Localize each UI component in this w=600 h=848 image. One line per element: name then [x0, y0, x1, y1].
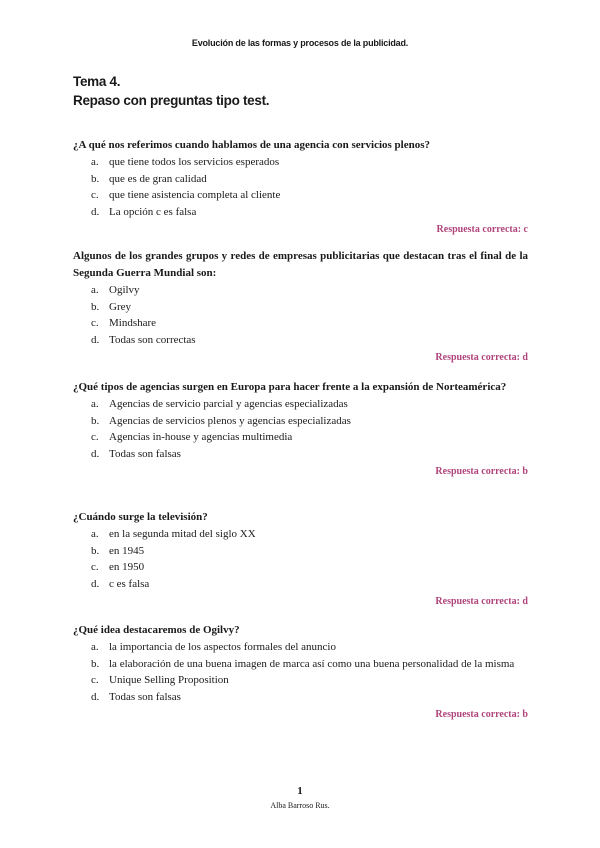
title-topic: Tema 4.: [73, 74, 121, 89]
question-text: ¿A qué nos referimos cuando hablamos de una agencia con servicios plenos?: [73, 139, 431, 151]
option-b: b. que es de gran calidad: [91, 172, 207, 185]
page-header: Evolución de las formas y procesos de la publicidad.: [191, 38, 409, 48]
options-list: [73, 639, 528, 705]
question-text: ¿Qué tipos de agencias surgen en Europa para hacer frente a la expansión de Norteamérica?: [73, 381, 507, 393]
option-c: c. Mindshare: [91, 317, 157, 329]
option-a: a. la importancia de los aspectos formales del anuncio: [91, 641, 336, 653]
question-5: [73, 622, 528, 722]
question-4: [73, 509, 528, 609]
options-list: [73, 396, 528, 462]
option-d: d. Todas son falsas: [91, 690, 181, 703]
correct-answer: Respuesta correcta: b: [435, 466, 528, 477]
option-c: c. en 1950: [91, 561, 145, 573]
correct-answer: Respuesta correcta: b: [435, 709, 528, 720]
page-title: [73, 72, 269, 110]
option-a: a. en la segunda mitad del siglo XX: [91, 528, 256, 540]
option-c: c. que tiene asistencia completa al cliente: [91, 189, 281, 201]
question-1: [73, 137, 528, 237]
question-text: ¿Qué idea destacaremos de Ogilvy?: [73, 624, 240, 636]
question-text: ¿Cuándo surge la televisión?: [73, 511, 208, 523]
option-a: a. que tiene todos los servicios esperados: [91, 156, 280, 168]
options-list: [73, 282, 528, 348]
option-d: d. c es falsa: [91, 577, 150, 590]
correct-answer: Respuesta correcta: d: [435, 596, 528, 607]
option-b: b. en 1945: [91, 544, 145, 557]
option-d: d. La opción c es falsa: [91, 205, 197, 218]
correct-answer: Respuesta correcta: c: [436, 224, 528, 235]
page-number: 1: [297, 785, 303, 797]
option-c: c. Unique Selling Proposition: [91, 674, 229, 686]
options-list: [73, 154, 528, 220]
options-list: [73, 526, 528, 592]
question-text: Algunos de los grandes grupos y redes de empresas publicitarias que destacan tras el final de la Segunda Guerra Mundial son:: [73, 250, 528, 279]
option-a: a. Ogilvy: [91, 284, 140, 296]
option-a: a. Agencias de servicio parcial y agencias especializadas: [91, 398, 348, 410]
correct-answer: Respuesta correcta: d: [435, 352, 528, 363]
footer-author: Alba Barroso Rus.: [270, 801, 330, 810]
question-2: [73, 248, 528, 365]
option-d: d. Todas son correctas: [91, 333, 196, 346]
option-d: d. Todas son falsas: [91, 447, 181, 460]
question-3: [73, 379, 528, 479]
option-b: b. la elaboración de una buena imagen de marca así como una buena personalidad de la misma: [91, 657, 515, 670]
option-c: c. Agencias in-house y agencias multimedia: [91, 431, 293, 443]
title-subtitle: Repaso con preguntas tipo test.: [73, 93, 270, 108]
option-b: b. Agencias de servicios plenos y agencias especializadas: [91, 414, 351, 427]
option-b: b. Grey: [91, 300, 131, 313]
